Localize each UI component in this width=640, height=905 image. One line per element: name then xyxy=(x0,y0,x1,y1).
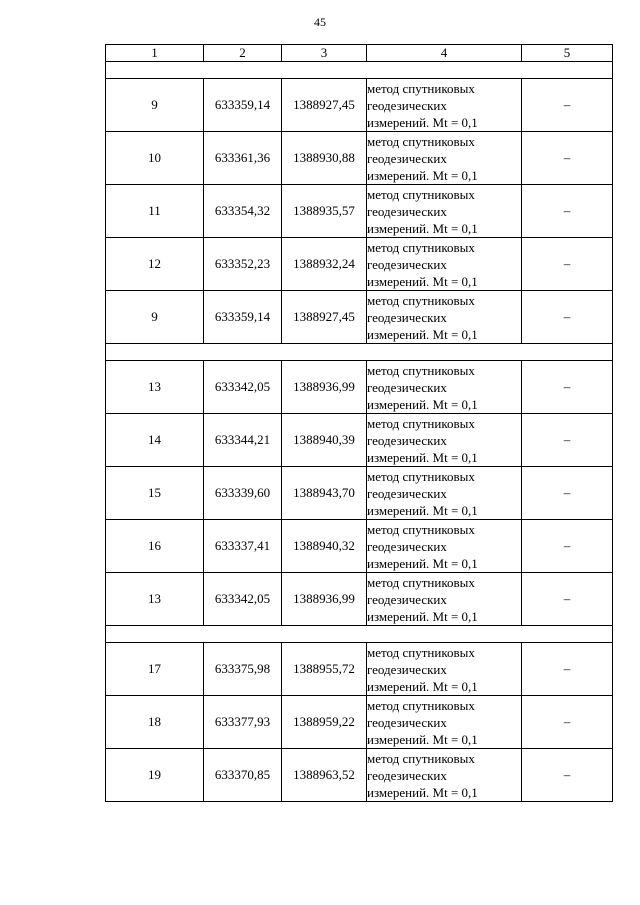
method-cell xyxy=(367,696,522,749)
section-separator-row xyxy=(106,344,613,361)
column-5-dash-cell: – xyxy=(522,467,613,520)
point-number-cell: 18 xyxy=(106,696,204,749)
section-separator-cell xyxy=(106,62,613,79)
y-coordinate-cell: 1388959,22 xyxy=(282,696,367,749)
x-coordinate-cell: 633377,93 xyxy=(204,696,282,749)
y-coordinate-cell: 1388927,45 xyxy=(282,79,367,132)
method-line: геодезических xyxy=(367,485,447,501)
y-coordinate-cell: 1388940,39 xyxy=(282,414,367,467)
method-cell xyxy=(367,291,522,344)
header-col-5: 5 xyxy=(522,45,613,62)
x-coordinate-cell: 633342,05 xyxy=(204,573,282,626)
y-coordinate-cell: 1388927,45 xyxy=(282,291,367,344)
method-line: геодезических xyxy=(367,150,447,166)
x-coordinate-cell: 633370,85 xyxy=(204,749,282,802)
method-line: геодезических xyxy=(367,591,447,607)
x-coordinate-cell: 633342,05 xyxy=(204,361,282,414)
table-row xyxy=(106,414,613,467)
method-line: метод спутниковых xyxy=(367,697,475,713)
column-5-dash-cell: – xyxy=(522,520,613,573)
method-line: измерений. Mt = 0,1 xyxy=(367,731,478,747)
table-row xyxy=(106,361,613,414)
method-line: измерений. Mt = 0,1 xyxy=(367,678,478,694)
method-line: метод спутниковых xyxy=(367,239,475,255)
point-number-cell: 19 xyxy=(106,749,204,802)
header-row xyxy=(106,45,613,62)
method-line: геодезических xyxy=(367,256,447,272)
column-5-dash-cell: – xyxy=(522,414,613,467)
method-line: метод спутниковых xyxy=(367,186,475,202)
x-coordinate-cell: 633344,21 xyxy=(204,414,282,467)
y-coordinate-cell: 1388955,72 xyxy=(282,643,367,696)
method-cell xyxy=(367,520,522,573)
method-line: измерений. Mt = 0,1 xyxy=(367,449,478,465)
point-number-cell: 9 xyxy=(106,291,204,344)
column-5-dash-cell: – xyxy=(522,573,613,626)
method-cell xyxy=(367,643,522,696)
method-cell xyxy=(367,79,522,132)
header-col-2: 2 xyxy=(204,45,282,62)
method-cell xyxy=(367,749,522,802)
point-number-cell: 16 xyxy=(106,520,204,573)
y-coordinate-cell: 1388936,99 xyxy=(282,361,367,414)
column-5-dash-cell: – xyxy=(522,361,613,414)
section-separator-cell xyxy=(106,626,613,643)
method-line: геодезических xyxy=(367,538,447,554)
x-coordinate-cell: 633354,32 xyxy=(204,185,282,238)
method-line: метод спутниковых xyxy=(367,292,475,308)
method-line: метод спутниковых xyxy=(367,415,475,431)
column-5-dash-cell: – xyxy=(522,291,613,344)
method-line: метод спутниковых xyxy=(367,750,475,766)
method-line: измерений. Mt = 0,1 xyxy=(367,784,478,800)
method-line: геодезических xyxy=(367,767,447,783)
table-row xyxy=(106,520,613,573)
header-col-4: 4 xyxy=(367,45,522,62)
header-col-3: 3 xyxy=(282,45,367,62)
method-line: геодезических xyxy=(367,714,447,730)
method-line: измерений. Mt = 0,1 xyxy=(367,608,478,624)
point-number-cell: 11 xyxy=(106,185,204,238)
method-cell xyxy=(367,573,522,626)
y-coordinate-cell: 1388935,57 xyxy=(282,185,367,238)
y-coordinate-cell: 1388930,88 xyxy=(282,132,367,185)
method-line: измерений. Mt = 0,1 xyxy=(367,114,478,130)
page-number: 45 xyxy=(314,15,326,29)
method-line: метод спутниковых xyxy=(367,644,475,660)
table-row xyxy=(106,749,613,802)
table-row xyxy=(106,573,613,626)
x-coordinate-cell: 633375,98 xyxy=(204,643,282,696)
method-cell xyxy=(367,185,522,238)
method-line: геодезических xyxy=(367,203,447,219)
coordinates-table-body xyxy=(106,45,613,802)
column-5-dash-cell: – xyxy=(522,132,613,185)
table-row xyxy=(106,79,613,132)
y-coordinate-cell: 1388963,52 xyxy=(282,749,367,802)
y-coordinate-cell: 1388943,70 xyxy=(282,467,367,520)
point-number-cell: 17 xyxy=(106,643,204,696)
method-line: геодезических xyxy=(367,432,447,448)
method-line: метод спутниковых xyxy=(367,133,475,149)
column-5-dash-cell: – xyxy=(522,79,613,132)
coordinates-table xyxy=(105,44,613,802)
point-number-cell: 10 xyxy=(106,132,204,185)
x-coordinate-cell: 633361,36 xyxy=(204,132,282,185)
method-line: измерений. Mt = 0,1 xyxy=(367,273,478,289)
method-line: измерений. Mt = 0,1 xyxy=(367,326,478,342)
y-coordinate-cell: 1388940,32 xyxy=(282,520,367,573)
point-number-cell: 13 xyxy=(106,361,204,414)
section-separator-cell xyxy=(106,344,613,361)
point-number-cell: 14 xyxy=(106,414,204,467)
header-col-1: 1 xyxy=(106,45,204,62)
method-line: измерений. Mt = 0,1 xyxy=(367,555,478,571)
x-coordinate-cell: 633337,41 xyxy=(204,520,282,573)
y-coordinate-cell: 1388932,24 xyxy=(282,238,367,291)
x-coordinate-cell: 633359,14 xyxy=(204,79,282,132)
point-number-cell: 15 xyxy=(106,467,204,520)
point-number-cell: 12 xyxy=(106,238,204,291)
column-5-dash-cell: – xyxy=(522,696,613,749)
method-cell xyxy=(367,467,522,520)
table-row xyxy=(106,467,613,520)
column-5-dash-cell: – xyxy=(522,185,613,238)
x-coordinate-cell: 633352,23 xyxy=(204,238,282,291)
method-line: геодезических xyxy=(367,379,447,395)
table-row xyxy=(106,132,613,185)
section-separator-row xyxy=(106,626,613,643)
column-5-dash-cell: – xyxy=(522,643,613,696)
x-coordinate-cell: 633339,60 xyxy=(204,467,282,520)
method-cell xyxy=(367,414,522,467)
table-row xyxy=(106,185,613,238)
column-5-dash-cell: – xyxy=(522,238,613,291)
table-row xyxy=(106,643,613,696)
point-number-cell: 9 xyxy=(106,79,204,132)
column-5-dash-cell: – xyxy=(522,749,613,802)
method-line: геодезических xyxy=(367,661,447,677)
section-separator-row xyxy=(106,62,613,79)
point-number-cell: 13 xyxy=(106,573,204,626)
method-line: геодезических xyxy=(367,309,447,325)
method-line: метод спутниковых xyxy=(367,521,475,537)
method-line: геодезических xyxy=(367,97,447,113)
method-line: измерений. Mt = 0,1 xyxy=(367,396,478,412)
method-line: измерений. Mt = 0,1 xyxy=(367,502,478,518)
method-cell xyxy=(367,132,522,185)
method-line: метод спутниковых xyxy=(367,80,475,96)
method-line: метод спутниковых xyxy=(367,362,475,378)
method-cell xyxy=(367,361,522,414)
y-coordinate-cell: 1388936,99 xyxy=(282,573,367,626)
method-cell xyxy=(367,238,522,291)
x-coordinate-cell: 633359,14 xyxy=(204,291,282,344)
method-line: метод спутниковых xyxy=(367,574,475,590)
table-row xyxy=(106,696,613,749)
method-line: измерений. Mt = 0,1 xyxy=(367,220,478,236)
table-row xyxy=(106,291,613,344)
table-row xyxy=(106,238,613,291)
method-line: метод спутниковых xyxy=(367,468,475,484)
method-line: измерений. Mt = 0,1 xyxy=(367,167,478,183)
